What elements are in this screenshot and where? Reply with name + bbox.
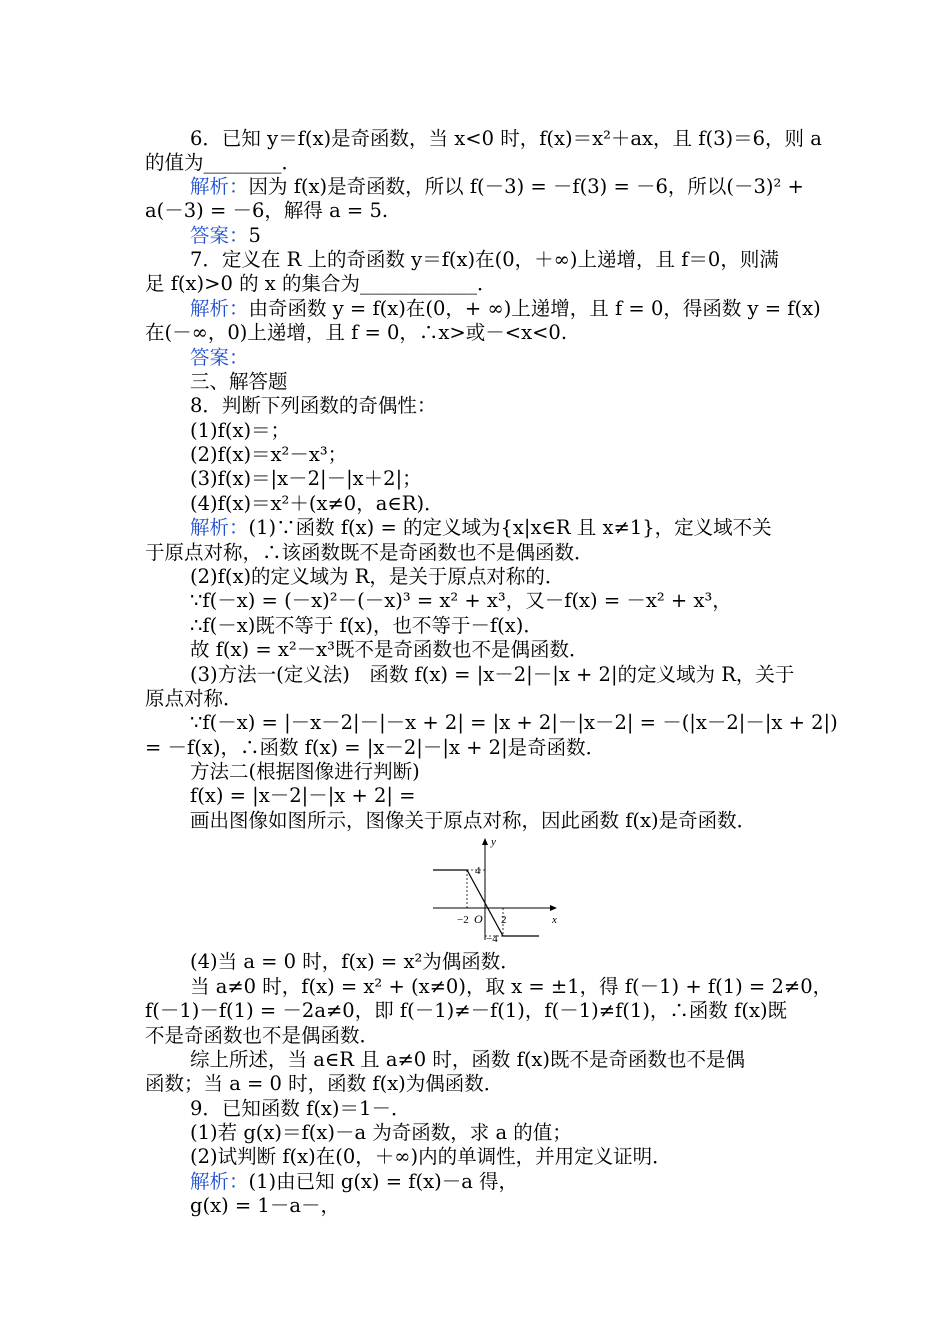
- solution-8-line-15: 当 a≠0 时，f(x) = x² + (x≠0)，取 x = ±1，得 f(－1) + f(1) = 2≠0，: [190, 975, 833, 998]
- solution-8-line-5: ∴f(－x)既不等于 f(x)，也不等于－f(x)．: [190, 614, 543, 637]
- problem-8-stem: 8．判断下列函数的奇偶性：: [190, 394, 437, 417]
- solution-label: 解析：: [190, 516, 249, 539]
- solution-8-line-13: 画出图像如图所示，图像关于原点对称，因此函数 f(x)是奇函数．: [190, 809, 757, 832]
- problem-9-part-2: (2)试判断 f(x)在(0，＋∞)内的单调性，并用定义证明．: [190, 1145, 672, 1168]
- solution-label: 解析：: [190, 297, 249, 320]
- solution-label: 解析：: [190, 1170, 249, 1193]
- problem-8-part-2: (2)f(x)＝x²－x³；: [190, 443, 348, 466]
- solution-8-line-1: [190, 516, 810, 540]
- solution-6-line-1: [190, 175, 810, 199]
- problem-6-line-2: 的值为________．: [145, 151, 302, 174]
- tick-label-4: 4: [475, 865, 481, 877]
- problem-9-part-1: (1)若 g(x)＝f(x)－a 为奇函数，求 a 的值；: [190, 1121, 572, 1144]
- solution-8-line-7: (3)方法一(定义法) 函数 f(x) = |x－2|－|x + 2|的定义域为 R，关于: [190, 663, 795, 686]
- answer-6: [190, 224, 810, 248]
- answer-text: 5: [248, 224, 261, 247]
- solution-8-line-12: f(x) = |x－2|－|x + 2| =: [190, 784, 416, 807]
- problem-8-part-1: (1)f(x)＝；: [190, 419, 291, 442]
- solution-8-line-14: (4)当 a = 0 时，f(x) = x²为偶函数．: [190, 950, 520, 973]
- answer-label: 答案：: [190, 224, 249, 247]
- solution-9-line-1: [190, 1170, 810, 1194]
- solution-text: (1)∵函数 f(x) = 的定义域为{x|x∈R 且 x≠1}，定义域不关: [248, 516, 772, 539]
- function-graph: [425, 832, 565, 944]
- solution-8-line-2: 于原点对称，∴该函数既不是奇函数也不是偶函数．: [145, 541, 594, 564]
- solution-text: (1)由已知 g(x) = f(x)－a 得，: [248, 1170, 519, 1193]
- origin-label: O: [474, 912, 483, 926]
- y-axis-arrow: [482, 838, 488, 845]
- tick-label-2: 2: [501, 914, 507, 926]
- problem-8-part-4: (4)f(x)＝x²＋(x≠0，a∈R)．: [190, 492, 444, 515]
- solution-7-line-2: 在(－∞，0)上递增，且 f = 0，∴x>或－<x<0.: [145, 321, 568, 344]
- solution-8-line-6: 故 f(x) = x²－x³既不是奇函数也不是偶函数．: [190, 638, 589, 661]
- solution-8-line-11: 方法二(根据图像进行判断): [190, 760, 420, 783]
- graph-line: [433, 870, 539, 936]
- problem-7-line-2: 足 f(x)>0 的 x 的集合为____________．: [145, 272, 497, 295]
- solution-label: 解析：: [190, 175, 249, 198]
- x-axis-arrow: [550, 905, 557, 911]
- solution-8-line-3: (2)f(x)的定义域为 R，是关于原点对称的．: [190, 565, 565, 588]
- section-heading: 三、解答题: [190, 370, 288, 393]
- answer-7-label: 答案：: [190, 346, 249, 369]
- solution-8-line-8: 原点对称．: [145, 687, 243, 710]
- solution-8-line-16: f(－1)－f(1) = －2a≠0，即 f(－1)≠－f(1)，f(－1)≠f(1)，∴函数 f(x)既: [145, 999, 788, 1022]
- problem-9-stem: 9．已知函数 f(x)＝1－．: [190, 1097, 411, 1120]
- solution-8-line-17: 不是奇函数也不是偶函数．: [145, 1024, 380, 1047]
- problem-8-part-3: (3)f(x)＝|x－2|－|x＋2|；: [190, 467, 422, 490]
- solution-8-line-9: ∵f(－x) = |－x－2|－|－x + 2| = |x + 2|－|x－2| = －(|x－2|－|x + 2|): [190, 711, 838, 734]
- x-axis-label: x: [552, 914, 557, 926]
- solution-8-line-4: ∵f(－x) = (－x)²－(－x)³ = x² + x³，又－f(x) = －x² + x³，: [190, 589, 732, 612]
- tick-label-neg4: −4: [486, 933, 498, 944]
- solution-6-line-2: a(－3) = －6，解得 a = 5.: [145, 199, 389, 222]
- solution-9-line-2: g(x) = 1－a－，: [190, 1194, 340, 1217]
- tick-label-neg2: −2: [457, 914, 469, 926]
- problem-6-line-1: 6．已知 y＝f(x)是奇函数，当 x<0 时，f(x)＝x²＋ax，且 f(3)＝6，则 a: [190, 127, 822, 150]
- solution-text: 由奇函数 y = f(x)在(0，+ ∞)上递增，且 f = 0，得函数 y = f(x): [248, 297, 821, 320]
- solution-text: 因为 f(x)是奇函数，所以 f(－3) = －f(3) = －6，所以(－3)² +: [248, 175, 804, 198]
- y-axis-label: y: [491, 836, 496, 848]
- solution-8-line-19: 函数；当 a = 0 时，函数 f(x)为偶函数．: [145, 1072, 504, 1095]
- solution-7-line-1: [190, 297, 821, 321]
- solution-8-line-10: = －f(x)，∴函数 f(x) = |x－2|－|x + 2|是奇函数．: [145, 736, 606, 759]
- solution-8-line-18: 综上所述，当 a∈R 且 a≠0 时，函数 f(x)既不是奇函数也不是偶: [190, 1048, 746, 1071]
- problem-7-line-1: 7．定义在 R 上的奇函数 y＝f(x)在(0，＋∞)上递增，且 f＝0，则满: [190, 248, 779, 271]
